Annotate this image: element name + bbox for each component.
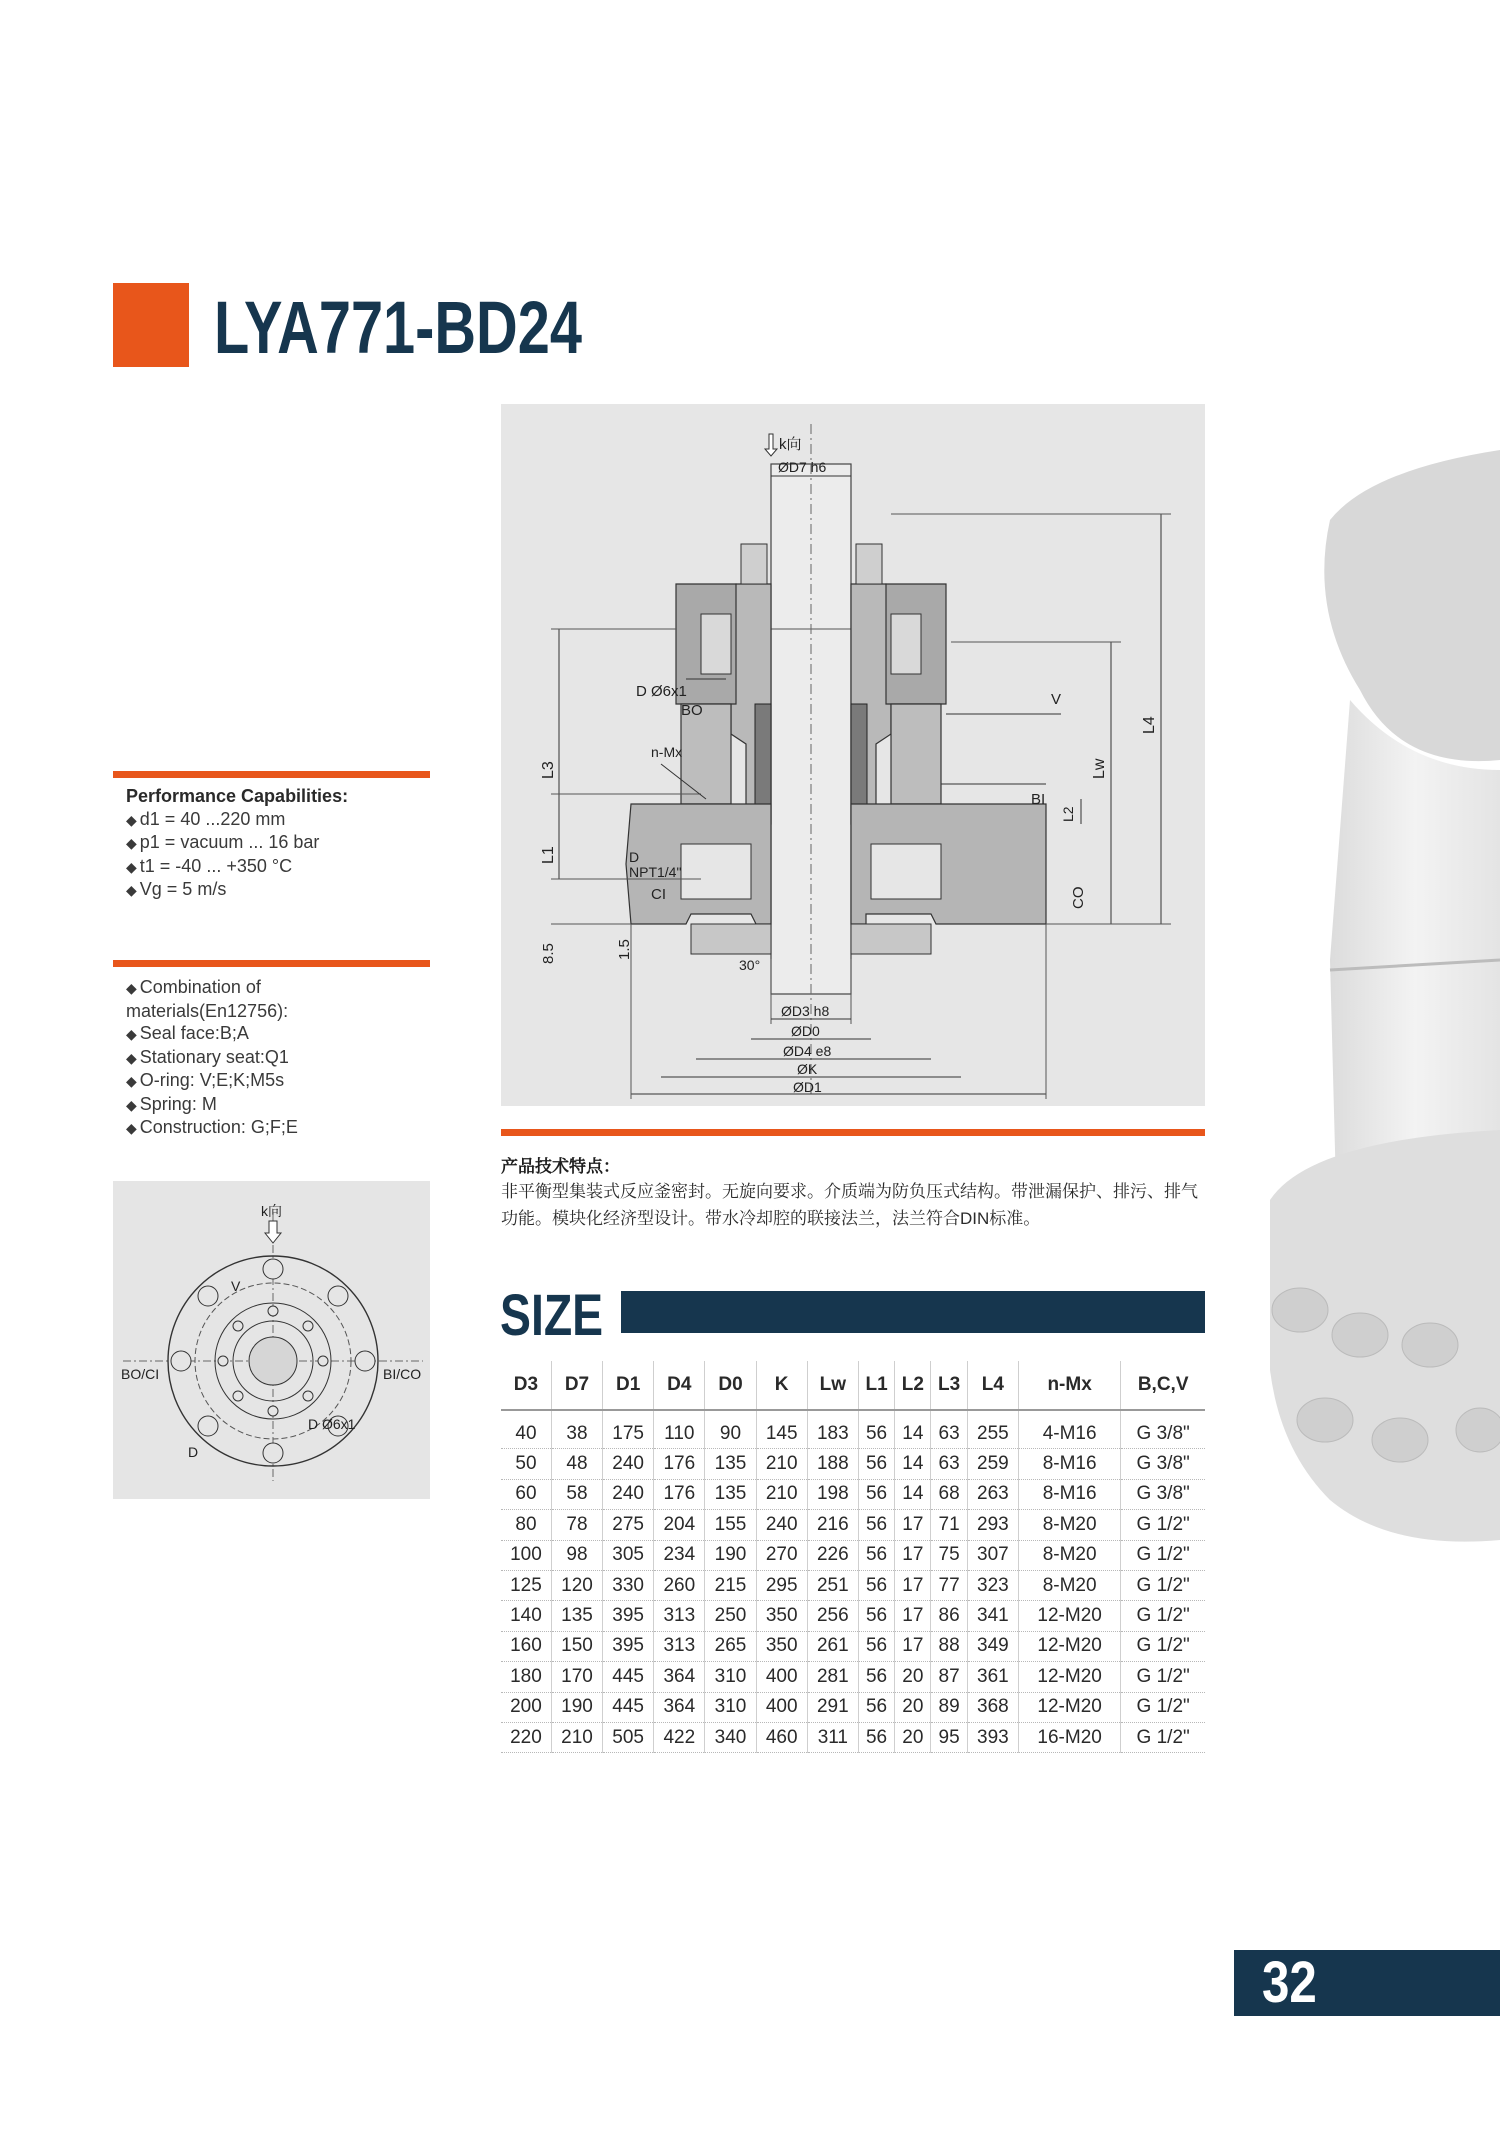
table-cell: 251 bbox=[807, 1570, 858, 1600]
table-cell: 40 bbox=[501, 1410, 551, 1449]
table-cell: 4-M16 bbox=[1018, 1410, 1120, 1449]
diamond-bullet-icon: ◆ bbox=[126, 1073, 137, 1089]
table-cell: 305 bbox=[603, 1540, 654, 1570]
table-cell: 313 bbox=[654, 1631, 705, 1661]
table-cell: 422 bbox=[654, 1722, 705, 1752]
table-cell: 14 bbox=[895, 1449, 931, 1479]
table-cell: 12-M20 bbox=[1018, 1601, 1120, 1631]
table-cell: 310 bbox=[705, 1662, 756, 1692]
table-cell: 293 bbox=[967, 1510, 1018, 1540]
table-cell: 395 bbox=[603, 1631, 654, 1661]
table-cell: 361 bbox=[967, 1662, 1018, 1692]
flange-label-bico: BI/CO bbox=[383, 1366, 422, 1382]
table-cell: 155 bbox=[705, 1510, 756, 1540]
table-cell: 75 bbox=[931, 1540, 967, 1570]
column-header: D7 bbox=[551, 1361, 602, 1410]
materials-heading: ◆ Combination of materials(En12756): bbox=[126, 977, 289, 1021]
materials-rule bbox=[113, 960, 430, 967]
table-cell: 95 bbox=[931, 1722, 967, 1752]
table-cell: 240 bbox=[603, 1479, 654, 1509]
table-cell: G 3/8" bbox=[1121, 1479, 1205, 1509]
table-cell: 87 bbox=[931, 1662, 967, 1692]
table-cell: 445 bbox=[603, 1662, 654, 1692]
table-row bbox=[501, 1410, 1205, 1449]
performance-item: ◆ t1 = -40 ... +350 °C bbox=[126, 855, 293, 876]
table-cell: 340 bbox=[705, 1722, 756, 1752]
drawing-label-bi: BI bbox=[1031, 791, 1046, 808]
table-cell: 291 bbox=[807, 1692, 858, 1722]
table-cell: 56 bbox=[858, 1479, 894, 1509]
table-cell: 17 bbox=[895, 1540, 931, 1570]
diamond-bullet-icon: ◆ bbox=[126, 1120, 137, 1136]
table-cell: 14 bbox=[895, 1479, 931, 1509]
table-cell: 150 bbox=[551, 1631, 602, 1661]
table-cell: 200 bbox=[501, 1692, 551, 1722]
table-cell: 170 bbox=[551, 1662, 602, 1692]
table-cell: 63 bbox=[931, 1410, 967, 1449]
description-body: 非平衡型集装式反应釜密封。无旋向要求。介质端为防负压式结构。带泄漏保护、排污、排气功能。模块化经济型设计。带水冷却腔的联接法兰，法兰符合DIN标准。 bbox=[501, 1182, 1198, 1228]
table-cell: 98 bbox=[551, 1540, 602, 1570]
table-cell: 8-M20 bbox=[1018, 1540, 1120, 1570]
drawing-label-v: V bbox=[1051, 691, 1062, 708]
table-cell: 56 bbox=[858, 1510, 894, 1540]
table-cell: G 1/2" bbox=[1121, 1722, 1205, 1752]
table-cell: 56 bbox=[858, 1662, 894, 1692]
table-row bbox=[501, 1479, 1205, 1509]
table-cell: 56 bbox=[858, 1631, 894, 1661]
flange-label-d6x1: D Ø6x1 bbox=[308, 1416, 356, 1432]
table-cell: 16-M20 bbox=[1018, 1722, 1120, 1752]
table-cell: 80 bbox=[501, 1510, 551, 1540]
table-cell: 350 bbox=[756, 1631, 807, 1661]
table-cell: 8-M20 bbox=[1018, 1510, 1120, 1540]
table-cell: 364 bbox=[654, 1692, 705, 1722]
table-row bbox=[501, 1692, 1205, 1722]
column-header: B,C,V bbox=[1121, 1361, 1205, 1410]
table-cell: 56 bbox=[858, 1722, 894, 1752]
table-cell: 295 bbox=[756, 1570, 807, 1600]
drawing-label-angle: 30° bbox=[739, 957, 761, 973]
drawing-label-d: D bbox=[629, 849, 640, 865]
drawing-label-npt: NPT1/4" bbox=[629, 864, 682, 880]
table-cell: 12-M20 bbox=[1018, 1662, 1120, 1692]
table-cell: 77 bbox=[931, 1570, 967, 1600]
description-heading: 产品技术特点： bbox=[501, 1157, 620, 1176]
table-cell: 48 bbox=[551, 1449, 602, 1479]
flange-label-k: k向 bbox=[261, 1203, 282, 1219]
table-cell: 198 bbox=[807, 1479, 858, 1509]
table-cell: 226 bbox=[807, 1540, 858, 1570]
column-header: K bbox=[756, 1361, 807, 1410]
table-cell: 190 bbox=[705, 1540, 756, 1570]
table-row bbox=[501, 1631, 1205, 1661]
table-cell: 56 bbox=[858, 1540, 894, 1570]
drawing-label-d4: ØD4 e8 bbox=[783, 1043, 832, 1059]
table-cell: 140 bbox=[501, 1601, 551, 1631]
table-cell: 135 bbox=[551, 1601, 602, 1631]
table-cell: 17 bbox=[895, 1510, 931, 1540]
table-cell: 17 bbox=[895, 1570, 931, 1600]
drawing-label-l4: L4 bbox=[1141, 716, 1158, 734]
flange-top-view bbox=[113, 1181, 430, 1499]
drawing-label-d7: ØD7 h6 bbox=[778, 459, 827, 475]
drawing-label-l1: L1 bbox=[540, 846, 557, 864]
page-title: LYA771-BD24 bbox=[214, 286, 582, 369]
table-cell: 350 bbox=[756, 1601, 807, 1631]
table-cell: 400 bbox=[756, 1662, 807, 1692]
table-cell: 210 bbox=[551, 1722, 602, 1752]
table-cell: 210 bbox=[756, 1449, 807, 1479]
column-header: n-Mx bbox=[1018, 1361, 1120, 1410]
drawing-label-lw: Lw bbox=[1091, 758, 1108, 779]
table-cell: 393 bbox=[967, 1722, 1018, 1752]
table-cell: 71 bbox=[931, 1510, 967, 1540]
table-cell: 17 bbox=[895, 1601, 931, 1631]
table-cell: 110 bbox=[654, 1410, 705, 1449]
table-cell: 250 bbox=[705, 1601, 756, 1631]
table-cell: 311 bbox=[807, 1722, 858, 1752]
performance-block bbox=[126, 785, 348, 902]
table-cell: 176 bbox=[654, 1479, 705, 1509]
table-cell: 330 bbox=[603, 1570, 654, 1600]
table-cell: 8-M16 bbox=[1018, 1449, 1120, 1479]
table-cell: 68 bbox=[931, 1479, 967, 1509]
table-cell: 210 bbox=[756, 1479, 807, 1509]
table-cell: 135 bbox=[705, 1479, 756, 1509]
table-cell: 14 bbox=[895, 1410, 931, 1449]
drawing-label-ci: CI bbox=[651, 886, 666, 903]
table-cell: 20 bbox=[895, 1692, 931, 1722]
drawing-label-d6x1: D Ø6x1 bbox=[636, 683, 687, 700]
table-cell: 275 bbox=[603, 1510, 654, 1540]
table-cell: 364 bbox=[654, 1662, 705, 1692]
diamond-bullet-icon: ◆ bbox=[126, 1049, 137, 1066]
column-header: L4 bbox=[967, 1361, 1018, 1410]
table-cell: 234 bbox=[654, 1540, 705, 1570]
drawing-label-k-dia: ØK bbox=[797, 1061, 818, 1077]
table-cell: G 1/2" bbox=[1121, 1570, 1205, 1600]
table-cell: 204 bbox=[654, 1510, 705, 1540]
table-header-row bbox=[501, 1361, 1205, 1410]
table-row bbox=[501, 1601, 1205, 1631]
table-cell: 445 bbox=[603, 1692, 654, 1722]
sectional-drawing bbox=[501, 404, 1205, 1106]
performance-item: ◆ p1 = vacuum ... 16 bar bbox=[126, 832, 320, 852]
table-cell: 215 bbox=[705, 1570, 756, 1600]
table-cell: 260 bbox=[654, 1570, 705, 1600]
materials-item: ◆ Construction: G;F;E bbox=[126, 1117, 298, 1137]
performance-rule bbox=[113, 771, 430, 778]
table-cell: 270 bbox=[756, 1540, 807, 1570]
table-cell: 263 bbox=[967, 1479, 1018, 1509]
table-cell: 86 bbox=[931, 1601, 967, 1631]
diamond-bullet-icon: ◆ bbox=[126, 980, 137, 996]
table-cell: 460 bbox=[756, 1722, 807, 1752]
table-row bbox=[501, 1662, 1205, 1692]
table-cell: 281 bbox=[807, 1662, 858, 1692]
materials-item: ◆ O-ring: V;E;K;M5s bbox=[126, 1070, 285, 1090]
performance-item: ◆ d1 = 40 ...220 mm bbox=[126, 808, 286, 829]
materials-item: ◆ Spring: M bbox=[126, 1093, 217, 1114]
table-cell: 125 bbox=[501, 1570, 551, 1600]
table-cell: 180 bbox=[501, 1662, 551, 1692]
column-header: D4 bbox=[654, 1361, 705, 1410]
table-cell: G 1/2" bbox=[1121, 1662, 1205, 1692]
table-cell: G 1/2" bbox=[1121, 1601, 1205, 1631]
table-cell: 38 bbox=[551, 1410, 602, 1449]
table-row bbox=[501, 1540, 1205, 1570]
drawing-label-k: k向 bbox=[779, 436, 802, 453]
materials-item: ◆ Stationary seat:Q1 bbox=[126, 1046, 289, 1067]
table-cell: 313 bbox=[654, 1601, 705, 1631]
drawing-label-co: CO bbox=[1070, 886, 1087, 909]
column-header: L3 bbox=[931, 1361, 967, 1410]
table-cell: 56 bbox=[858, 1601, 894, 1631]
drawing-label-l3: L3 bbox=[540, 761, 557, 779]
description-rule bbox=[501, 1129, 1205, 1136]
drawing-label-d0: ØD0 bbox=[791, 1023, 820, 1039]
table-cell: 256 bbox=[807, 1601, 858, 1631]
table-cell: 50 bbox=[501, 1449, 551, 1479]
table-row bbox=[501, 1449, 1205, 1479]
table-cell: 56 bbox=[858, 1570, 894, 1600]
diamond-bullet-icon: ◆ bbox=[126, 882, 137, 898]
drawing-label-d1: ØD1 bbox=[793, 1079, 822, 1095]
diamond-bullet-icon: ◆ bbox=[126, 811, 137, 828]
table-cell: 8-M16 bbox=[1018, 1479, 1120, 1509]
table-row bbox=[501, 1570, 1205, 1600]
table-cell: 8-M20 bbox=[1018, 1570, 1120, 1600]
table-cell: 63 bbox=[931, 1449, 967, 1479]
column-header: D3 bbox=[501, 1361, 551, 1410]
column-header: Lw bbox=[807, 1361, 858, 1410]
table-cell: 255 bbox=[967, 1410, 1018, 1449]
column-header: L1 bbox=[858, 1361, 894, 1410]
drawing-label-15: 1.5 bbox=[616, 939, 633, 960]
table-cell: 220 bbox=[501, 1722, 551, 1752]
table-cell: 100 bbox=[501, 1540, 551, 1570]
table-cell: 56 bbox=[858, 1692, 894, 1722]
table-cell: 90 bbox=[705, 1410, 756, 1449]
performance-heading: Performance Capabilities: bbox=[126, 786, 349, 806]
flange-label-d: D bbox=[188, 1444, 199, 1460]
size-heading: SIZE bbox=[500, 1283, 604, 1348]
table-cell: 12-M20 bbox=[1018, 1692, 1120, 1722]
drawing-label-bo: BO bbox=[681, 702, 703, 719]
drawing-label-85: 8.5 bbox=[540, 943, 557, 964]
column-header: D0 bbox=[705, 1361, 756, 1410]
table-cell: 20 bbox=[895, 1722, 931, 1752]
table-cell: 240 bbox=[603, 1449, 654, 1479]
flange-label-v: V bbox=[231, 1278, 241, 1294]
table-cell: 56 bbox=[858, 1449, 894, 1479]
table-cell: G 3/8" bbox=[1121, 1449, 1205, 1479]
product-photo bbox=[1250, 440, 1500, 1800]
performance-item: ◆ Vg = 5 m/s bbox=[126, 879, 227, 899]
table-cell: G 1/2" bbox=[1121, 1692, 1205, 1722]
table-cell: 12-M20 bbox=[1018, 1631, 1120, 1661]
title-accent-square bbox=[113, 283, 189, 367]
table-cell: 323 bbox=[967, 1570, 1018, 1600]
table-row bbox=[501, 1510, 1205, 1540]
table-cell: 160 bbox=[501, 1631, 551, 1661]
drawing-label-l2: L2 bbox=[1060, 806, 1076, 822]
table-cell: 505 bbox=[603, 1722, 654, 1752]
flange-label-boci: BO/CI bbox=[121, 1366, 160, 1382]
table-cell: G 1/2" bbox=[1121, 1510, 1205, 1540]
diamond-bullet-icon: ◆ bbox=[126, 835, 137, 851]
table-cell: 310 bbox=[705, 1692, 756, 1722]
drawing-label-d3: ØD3 h8 bbox=[781, 1003, 830, 1019]
table-cell: 17 bbox=[895, 1631, 931, 1661]
table-cell: 176 bbox=[654, 1449, 705, 1479]
table-cell: 175 bbox=[603, 1410, 654, 1449]
diamond-bullet-icon: ◆ bbox=[126, 858, 137, 875]
size-heading-bar bbox=[621, 1291, 1205, 1333]
materials-block bbox=[126, 976, 426, 1140]
table-cell: 265 bbox=[705, 1631, 756, 1661]
table-cell: 135 bbox=[705, 1449, 756, 1479]
table-cell: 183 bbox=[807, 1410, 858, 1449]
table-cell: G 3/8" bbox=[1121, 1410, 1205, 1449]
table-cell: 89 bbox=[931, 1692, 967, 1722]
diamond-bullet-icon: ◆ bbox=[126, 1026, 137, 1042]
drawing-label-nmx: n-Mx bbox=[651, 744, 683, 760]
table-cell: 60 bbox=[501, 1479, 551, 1509]
table-cell: 188 bbox=[807, 1449, 858, 1479]
table-cell: 400 bbox=[756, 1692, 807, 1722]
column-header: D1 bbox=[603, 1361, 654, 1410]
table-cell: 145 bbox=[756, 1410, 807, 1449]
materials-item: ◆ Seal face:B;A bbox=[126, 1023, 249, 1043]
table-cell: 368 bbox=[967, 1692, 1018, 1722]
table-cell: 216 bbox=[807, 1510, 858, 1540]
table-cell: 240 bbox=[756, 1510, 807, 1540]
table-cell: 259 bbox=[967, 1449, 1018, 1479]
table-cell: 261 bbox=[807, 1631, 858, 1661]
table-row bbox=[501, 1722, 1205, 1752]
table-cell: 58 bbox=[551, 1479, 602, 1509]
table-cell: 307 bbox=[967, 1540, 1018, 1570]
table-cell: 349 bbox=[967, 1631, 1018, 1661]
table-cell: 88 bbox=[931, 1631, 967, 1661]
table-cell: G 1/2" bbox=[1121, 1540, 1205, 1570]
table-cell: 56 bbox=[858, 1410, 894, 1449]
table-cell: 120 bbox=[551, 1570, 602, 1600]
page-number: 32 bbox=[1262, 1950, 1317, 2015]
column-header: L2 bbox=[895, 1361, 931, 1410]
table-cell: 78 bbox=[551, 1510, 602, 1540]
table-cell: 190 bbox=[551, 1692, 602, 1722]
diamond-bullet-icon: ◆ bbox=[126, 1096, 137, 1113]
size-table bbox=[501, 1361, 1205, 1753]
table-cell: 341 bbox=[967, 1601, 1018, 1631]
table-cell: 395 bbox=[603, 1601, 654, 1631]
table-cell: G 1/2" bbox=[1121, 1631, 1205, 1661]
table-cell: 20 bbox=[895, 1662, 931, 1692]
